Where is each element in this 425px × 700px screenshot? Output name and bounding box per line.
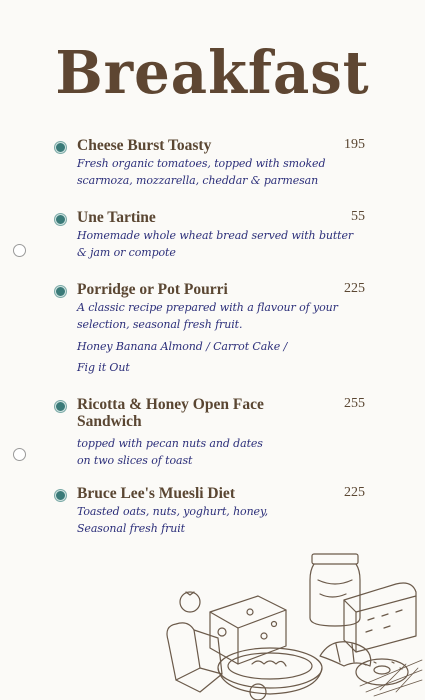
description-line: on two slices of toast (77, 453, 193, 467)
bullet-dot-icon (55, 214, 66, 225)
bullet-dot-icon (55, 401, 66, 412)
item-price: 225 (344, 485, 365, 500)
item-description (77, 156, 345, 189)
item-price: 225 (344, 281, 365, 296)
bullet-dot-icon (55, 490, 66, 501)
description-line: Seasonal fresh fruit (77, 521, 185, 535)
item-name: Porridge or Pot Pourri (77, 281, 228, 298)
item-description (77, 504, 345, 537)
bullet-dot-icon (55, 286, 66, 297)
cheese-sketch (210, 596, 286, 664)
breakfast-food-sketch (160, 540, 425, 700)
description-line: Toasted oats, nuts, yoghurt, honey, (77, 505, 269, 518)
description-line: selection, seasonal fresh fruit. (77, 317, 243, 331)
item-name (77, 396, 317, 430)
item-description (77, 436, 345, 469)
item-name: Cheese Burst Toasty (77, 137, 212, 154)
item-price: 55 (351, 209, 365, 224)
description-line: scarmoza, mozzarella, cheddar & parmesan (77, 173, 319, 187)
jar-sketch (310, 554, 360, 626)
bagel-sketch (356, 659, 408, 685)
item-name-line: Ricotta & Honey Open Face (77, 396, 264, 413)
item-description (77, 300, 345, 376)
menu-title: Breakfast (55, 38, 370, 108)
description-line: & jam or compote (77, 245, 176, 259)
description-line: A classic recipe prepared with a flavour of your (77, 301, 338, 314)
item-name-line: Sandwich (77, 413, 142, 430)
description-line: Homemade whole wheat bread served with butter (77, 229, 354, 242)
item-name: Une Tartine (77, 209, 156, 226)
description-line: Honey Banana Almond / Carrot Cake / (77, 340, 288, 353)
bowl-sketch (218, 648, 322, 694)
toast-sketch (167, 623, 222, 692)
item-price: 195 (344, 137, 365, 152)
binder-hole-icon (13, 244, 26, 257)
bread-loaf-sketch (344, 583, 416, 652)
croissant-sketch (320, 642, 371, 666)
binder-hole-icon (13, 448, 26, 461)
description-line: topped with pecan nuts and dates (77, 437, 263, 450)
item-description (77, 228, 354, 261)
item-price: 255 (344, 396, 365, 411)
description-line: Fig it Out (77, 360, 130, 374)
bullet-dot-icon (55, 142, 66, 153)
description-line: Fresh organic tomatoes, topped with smoked (77, 157, 326, 170)
item-name: Bruce Lee's Muesli Diet (77, 485, 235, 502)
